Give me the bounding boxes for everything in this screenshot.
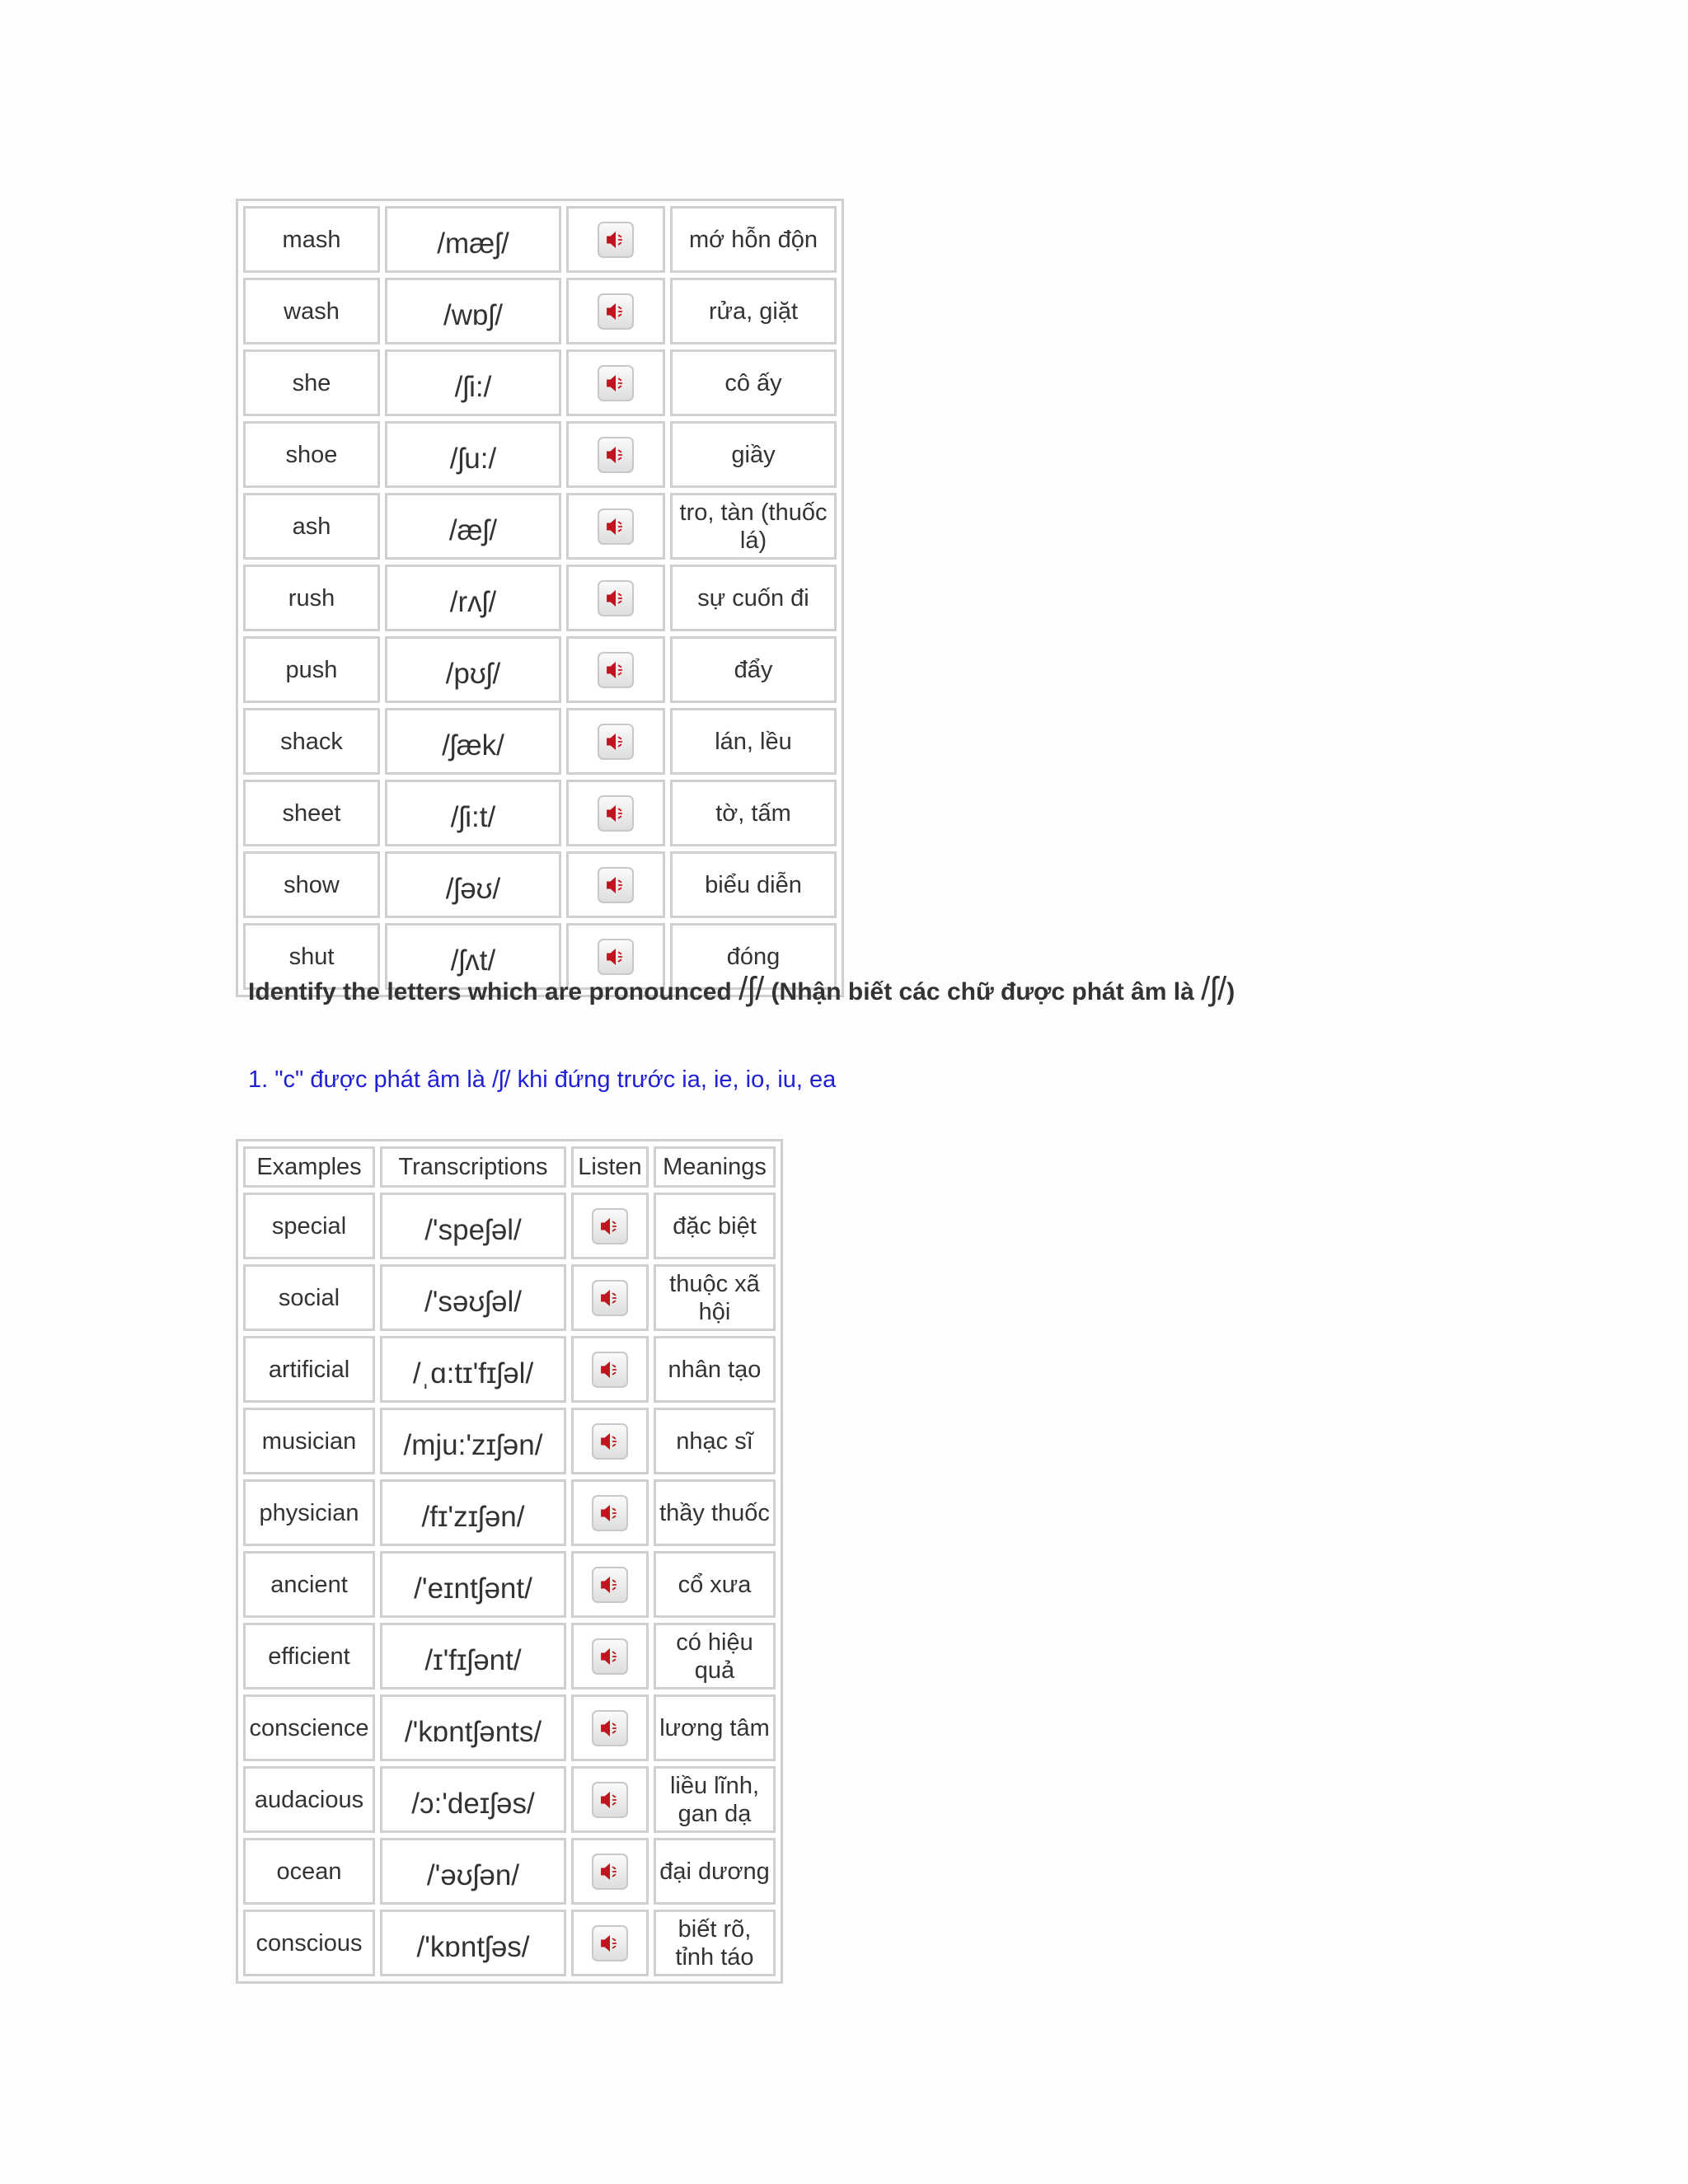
listen-cell xyxy=(571,1623,649,1690)
table-row xyxy=(243,708,837,775)
transcription-cell: /ʃu:/ xyxy=(385,421,561,488)
table-row xyxy=(243,349,837,416)
word-cell: shut xyxy=(243,923,380,990)
listen-cell xyxy=(571,1408,649,1474)
transcription-cell: /ʃəʊ/ xyxy=(385,851,561,918)
word-cell: special xyxy=(243,1193,375,1259)
speaker-icon[interactable] xyxy=(592,1710,628,1746)
meaning-cell: biết rõ, tỉnh táo xyxy=(654,1910,776,1976)
meaning-cell: cổ xưa xyxy=(654,1551,776,1618)
meaning-cell: tờ, tấm xyxy=(670,780,837,846)
meaning-cell: cô ấy xyxy=(670,349,837,416)
meaning-cell: liều lĩnh, gan dạ xyxy=(654,1766,776,1833)
section-heading xyxy=(248,971,1235,1008)
word-cell: artificial xyxy=(243,1336,375,1403)
table-header-row xyxy=(243,1146,776,1188)
word-cell: musician xyxy=(243,1408,375,1474)
speaker-icon[interactable] xyxy=(592,1782,628,1818)
transcription-cell: /ɔ:'deɪʃəs/ xyxy=(380,1766,566,1833)
table-row xyxy=(243,780,837,846)
transcription-cell: /'speʃəl/ xyxy=(380,1193,566,1259)
table-row xyxy=(243,1193,776,1259)
listen-cell xyxy=(571,1479,649,1546)
meaning-cell: mớ hỗn độn xyxy=(670,206,837,273)
transcription-cell: /wɒʃ/ xyxy=(385,278,561,344)
transcription-cell: /ʃʌt/ xyxy=(385,923,561,990)
speaker-icon[interactable] xyxy=(598,437,634,473)
heading-text-end: ) xyxy=(1226,978,1236,1005)
table-row xyxy=(243,1838,776,1905)
table-row xyxy=(243,851,837,918)
table1-body xyxy=(243,206,837,990)
table-row xyxy=(243,1623,776,1690)
speaker-icon[interactable] xyxy=(598,222,634,258)
transcription-cell: /ʃi:/ xyxy=(385,349,561,416)
table-row xyxy=(243,493,837,560)
listen-cell xyxy=(566,206,665,273)
word-cell: shoe xyxy=(243,421,380,488)
speaker-icon[interactable] xyxy=(592,1567,628,1603)
transcription-cell: /'kɒntʃəs/ xyxy=(380,1910,566,1976)
speaker-icon[interactable] xyxy=(592,1208,628,1244)
table-row xyxy=(243,1910,776,1976)
heading-text-middle: (Nhận biết các chữ được phát âm là xyxy=(764,978,1202,1005)
listen-cell xyxy=(571,1264,649,1331)
speaker-icon[interactable] xyxy=(598,509,634,545)
word-cell: ancient xyxy=(243,1551,375,1618)
meaning-cell: sự cuốn đi xyxy=(670,565,837,631)
word-cell: show xyxy=(243,851,380,918)
transcription-cell: /ʃi:t/ xyxy=(385,780,561,846)
word-cell: conscience xyxy=(243,1694,375,1761)
meaning-cell: đại dương xyxy=(654,1838,776,1905)
transcription-cell: /'səʊʃəl/ xyxy=(380,1264,566,1331)
word-cell: she xyxy=(243,349,380,416)
meaning-cell: biểu diễn xyxy=(670,851,837,918)
listen-cell xyxy=(571,1838,649,1905)
transcription-cell: /mju:'zɪʃən/ xyxy=(380,1408,566,1474)
listen-cell xyxy=(566,708,665,775)
word-cell: rush xyxy=(243,565,380,631)
transcription-cell: /mæʃ/ xyxy=(385,206,561,273)
transcription-cell: /'kɒntʃənts/ xyxy=(380,1694,566,1761)
transcription-cell: /ɪ'fɪʃənt/ xyxy=(380,1623,566,1690)
speaker-icon[interactable] xyxy=(592,1423,628,1460)
table-row xyxy=(243,565,837,631)
table-row xyxy=(243,1479,776,1546)
transcription-cell: /ˌɑ:tɪ'fɪʃəl/ xyxy=(380,1336,566,1403)
transcription-cell: /pʊʃ/ xyxy=(385,636,561,703)
heading-phoneme-symbol-2: /ʃ/ xyxy=(1201,971,1227,1007)
meaning-cell: đẩy xyxy=(670,636,837,703)
meaning-cell: nhạc sĩ xyxy=(654,1408,776,1474)
speaker-icon[interactable] xyxy=(598,580,634,616)
transcription-cell: /'eɪntʃənt/ xyxy=(380,1551,566,1618)
word-cell: sheet xyxy=(243,780,380,846)
transcription-cell: /æʃ/ xyxy=(385,493,561,560)
word-cell: ocean xyxy=(243,1838,375,1905)
header-transcriptions: Transcriptions xyxy=(380,1146,566,1188)
table-row xyxy=(243,1264,776,1331)
table-row xyxy=(243,1408,776,1474)
speaker-icon[interactable] xyxy=(598,795,634,832)
table-row xyxy=(243,1766,776,1833)
listen-cell xyxy=(571,1766,649,1833)
header-listen: Listen xyxy=(571,1146,649,1188)
word-cell: wash xyxy=(243,278,380,344)
meaning-cell: thầy thuốc xyxy=(654,1479,776,1546)
table2-body xyxy=(243,1193,776,1976)
vocabulary-table-2 xyxy=(236,1139,783,1984)
meaning-cell: có hiệu quả xyxy=(654,1623,776,1690)
transcription-cell: /rʌʃ/ xyxy=(385,565,561,631)
table-row xyxy=(243,1551,776,1618)
speaker-icon[interactable] xyxy=(592,1925,628,1961)
speaker-icon[interactable] xyxy=(592,1352,628,1388)
rule-1-text: 1. "c" được phát âm là /ʃ/ khi đứng trước ia, ie, io, iu, ea xyxy=(248,1066,837,1093)
meaning-cell: tro, tàn (thuốc lá) xyxy=(670,493,837,560)
meaning-cell: đặc biệt xyxy=(654,1193,776,1259)
table-row xyxy=(243,1694,776,1761)
speaker-icon[interactable] xyxy=(598,652,634,688)
table-row xyxy=(243,636,837,703)
heading-text-before: Identify the letters which are pronounced xyxy=(248,978,739,1005)
meaning-cell: đóng xyxy=(670,923,837,990)
header-meanings: Meanings xyxy=(654,1146,776,1188)
listen-cell xyxy=(571,1910,649,1976)
speaker-icon[interactable] xyxy=(598,724,634,760)
table-row xyxy=(243,1336,776,1403)
listen-cell xyxy=(571,1694,649,1761)
speaker-icon[interactable] xyxy=(592,1854,628,1890)
meaning-cell: rửa, giặt xyxy=(670,278,837,344)
meaning-cell: thuộc xã hội xyxy=(654,1264,776,1331)
speaker-icon[interactable] xyxy=(592,1638,628,1675)
speaker-icon[interactable] xyxy=(592,1495,628,1531)
meaning-cell: nhân tạo xyxy=(654,1336,776,1403)
speaker-icon[interactable] xyxy=(598,867,634,903)
word-cell: shack xyxy=(243,708,380,775)
meaning-cell: lán, lều xyxy=(670,708,837,775)
word-cell: social xyxy=(243,1264,375,1331)
heading-phoneme-symbol: /ʃ/ xyxy=(738,971,765,1007)
listen-cell xyxy=(566,851,665,918)
meaning-cell: giầy xyxy=(670,421,837,488)
listen-cell xyxy=(571,1551,649,1618)
speaker-icon[interactable] xyxy=(598,365,634,401)
table-row xyxy=(243,421,837,488)
word-cell: ash xyxy=(243,493,380,560)
listen-cell xyxy=(566,780,665,846)
listen-cell xyxy=(566,278,665,344)
listen-cell xyxy=(566,421,665,488)
header-examples: Examples xyxy=(243,1146,375,1188)
listen-cell xyxy=(571,1193,649,1259)
table-row xyxy=(243,278,837,344)
meaning-cell: lương tâm xyxy=(654,1694,776,1761)
word-cell: audacious xyxy=(243,1766,375,1833)
word-cell: efficient xyxy=(243,1623,375,1690)
listen-cell xyxy=(571,1336,649,1403)
transcription-cell: /'əʊʃən/ xyxy=(380,1838,566,1905)
listen-cell xyxy=(566,349,665,416)
speaker-icon[interactable] xyxy=(592,1280,628,1316)
table-row xyxy=(243,206,837,273)
word-cell: mash xyxy=(243,206,380,273)
transcription-cell: /ʃæk/ xyxy=(385,708,561,775)
listen-cell xyxy=(566,565,665,631)
transcription-cell: /fɪ'zɪʃən/ xyxy=(380,1479,566,1546)
word-cell: push xyxy=(243,636,380,703)
word-cell: conscious xyxy=(243,1910,375,1976)
vocabulary-table-1 xyxy=(236,199,844,997)
word-cell: physician xyxy=(243,1479,375,1546)
listen-cell xyxy=(566,636,665,703)
table2-header xyxy=(243,1146,776,1188)
listen-cell xyxy=(566,493,665,560)
speaker-icon[interactable] xyxy=(598,293,634,330)
speaker-icon[interactable] xyxy=(598,939,634,975)
